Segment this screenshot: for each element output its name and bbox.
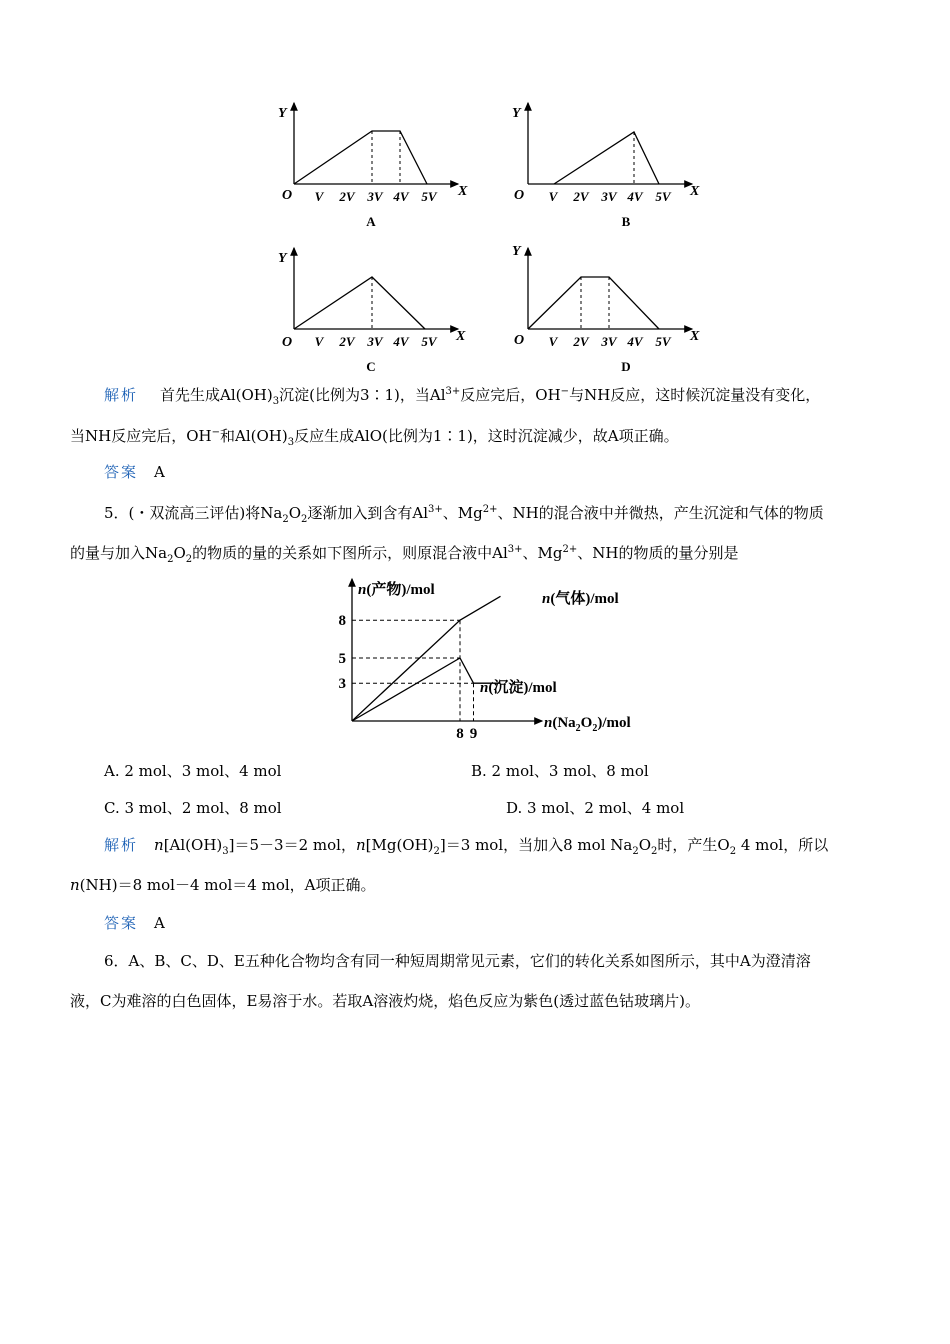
text-run: n (154, 836, 164, 854)
q5-stem-line1 (104, 499, 824, 531)
q5-chart (330, 573, 660, 743)
subscript: 3 (287, 437, 295, 448)
graph-A-tick: 4V (393, 189, 409, 204)
text-run: 沉淀(比例为3∶1)，当Al (279, 386, 446, 404)
subscript: 2 (185, 554, 193, 565)
superscript: 2+ (482, 504, 498, 515)
superscript: 3+ (507, 544, 523, 555)
text-run: 反应完后，OH (460, 386, 561, 404)
text-run: 的物质的量的关系如下图所示，则原混合液中Al (192, 544, 508, 562)
text-run: O (638, 836, 652, 854)
solution-label: 解析 (104, 836, 139, 854)
subscript: 2 (632, 846, 639, 857)
q5-y-label: n(产物)/mol (358, 582, 435, 598)
text-run: n (70, 876, 80, 894)
answer-value: A (154, 914, 165, 932)
q4-solution-line2 (70, 422, 679, 454)
graph-B-curve (554, 132, 659, 184)
graph-D-tick: 5V (655, 334, 671, 349)
q5-x-tick: 8 (456, 726, 464, 742)
q5-solution-line1 (104, 834, 828, 863)
text-run: O (173, 544, 186, 562)
graph-A-caption: A (366, 214, 376, 229)
q5-option-C[interactable]: C. 3 mol、2 mol、8 mol (104, 799, 282, 817)
q5-option-A[interactable]: A. 2 mol、3 mol、4 mol (104, 762, 282, 780)
q5-y-tick: 5 (338, 651, 346, 667)
graph-A-x-label: X (458, 184, 468, 199)
q5-series-line-1 (352, 658, 501, 721)
graph-C-tick: 2V (339, 334, 355, 349)
q5-y-tick: 3 (338, 676, 346, 693)
text-run: 、NH的混合液中并微热，产生沉淀和气体的物质 (497, 504, 824, 522)
graph-C-caption: C (366, 359, 376, 374)
q4-solution-line1 (104, 381, 820, 413)
graph-A-tick: 3V (367, 189, 383, 204)
text-run: [Al(OH) (163, 836, 223, 854)
graph-A-tick: 2V (339, 189, 355, 204)
q5-guides (352, 620, 474, 721)
q5-stem-line2 (70, 539, 738, 571)
q5-series-line-0 (352, 596, 501, 721)
q5-y-tick: 8 (338, 613, 346, 630)
superscript: 3+ (445, 386, 461, 397)
graph-B (512, 103, 700, 229)
text-run: 与NH反应，这时候沉淀量没有变化， (569, 386, 821, 404)
subscript: 2 (651, 846, 658, 857)
graph-D-tick: 3V (601, 334, 617, 349)
subscript: 3 (222, 846, 229, 857)
graph-C (278, 248, 466, 374)
superscript: 2+ (562, 544, 578, 555)
graph-B-tick: V (548, 189, 558, 204)
answer-label: 答案 (104, 463, 139, 481)
graph-C-y-label: Y (278, 251, 287, 266)
graph-C-tick: 4V (393, 334, 409, 349)
text-run: (NH)＝8 mol－4 mol＝4 mol，A项正确。 (79, 876, 376, 894)
graph-D-tick: 4V (627, 334, 643, 349)
text-run: 反应生成AlO(比例为1∶1)，这时沉淀减少，故A项正确。 (294, 427, 679, 445)
text-run: n (355, 836, 366, 854)
q5-series-gas-label: n(气体)/mol (542, 591, 619, 607)
subscript: 3 (272, 396, 280, 407)
q6-stem-line1: 6．A、B、C、D、E五种化合物均含有同一种短周期常见元素，它们的转化关系如图所示，其中A为澄清溶 (104, 952, 811, 970)
graph-C-x-label: X (456, 329, 466, 344)
text-run: 、Mg (442, 504, 483, 522)
text-run: 4 mol，所以 (736, 836, 829, 854)
q5-answer (104, 912, 165, 934)
q4-graph-grid (270, 95, 710, 380)
graph-B-origin: O (514, 188, 525, 203)
q4-answer (104, 461, 165, 483)
graph-C-tick: 3V (367, 334, 383, 349)
q5-solution-line2 (70, 874, 376, 896)
graph-C-tick: 5V (421, 334, 437, 349)
superscript: − (560, 386, 570, 397)
q5-option-B[interactable]: B. 2 mol、3 mol、8 mol (471, 762, 649, 780)
graph-A (278, 103, 468, 229)
text-run: 首先生成Al(OH) (160, 386, 273, 404)
graph-B-tick: 2V (573, 189, 589, 204)
subscript: 2 (729, 846, 737, 857)
graph-A-curve (294, 131, 427, 184)
text-run: 5．(・双流高三评估)将Na (104, 504, 283, 522)
graph-D-x-label: X (690, 329, 700, 344)
q5-ticks (339, 613, 478, 742)
graph-D-tick: V (548, 334, 558, 349)
solution-label: 解析 (104, 386, 139, 404)
graph-D-caption: D (621, 359, 631, 374)
text-run: O (288, 504, 302, 522)
subscript: 2 (433, 846, 440, 857)
subscript: 2 (282, 514, 289, 525)
graph-A-tick: 5V (421, 189, 437, 204)
superscript: − (211, 427, 220, 438)
text-run: ]＝3 mol，当加入8 mol Na (439, 836, 633, 854)
graph-D (512, 244, 700, 374)
graph-C-tick: V (314, 334, 324, 349)
graph-B-tick: 4V (627, 189, 643, 204)
q5-option-D[interactable]: D. 3 mol、2 mol、4 mol (506, 799, 685, 817)
q6-stem-line2: 液，C为难溶的白色固体，E易溶于水。若取A溶液灼烧，焰色反应为紫色(透过蓝色钴玻璃片)。 (70, 992, 700, 1010)
graph-D-tick: 2V (573, 334, 589, 349)
graph-C-curve (294, 277, 425, 329)
text-run: 、Mg (522, 544, 563, 562)
graph-D-y-label: Y (512, 244, 521, 259)
graph-B-y-label: Y (512, 106, 521, 121)
q5-series-precip-label: n(沉淀)/mol (480, 680, 557, 696)
graph-B-tick: 3V (601, 189, 617, 204)
text-run: 逐渐加入到含有Al (307, 504, 429, 522)
q5-series (352, 596, 501, 721)
text-run: 和Al(OH) (219, 427, 288, 445)
subscript: 2 (167, 554, 174, 565)
graph-D-curve (528, 277, 659, 329)
text-run: [Mg(OH) (365, 836, 434, 854)
text-run: 当NH反应完后，OH (70, 427, 212, 445)
text-run: 时，产生O (657, 836, 730, 854)
text-run: 、NH的物质的量分别是 (577, 544, 739, 562)
q5-x-tick: 9 (469, 726, 478, 742)
graph-B-caption: B (621, 214, 631, 229)
q5-x-label: $n(Na_2O_2)$/mol (544, 715, 631, 734)
graph-D-origin: O (514, 333, 525, 348)
text-run: ]＝5－3＝2 mol， (228, 836, 356, 854)
graph-B-x-label: X (690, 184, 700, 199)
text-run: 的量与加入Na (70, 544, 168, 562)
superscript: 3+ (428, 504, 443, 515)
answer-label: 答案 (104, 914, 139, 932)
subscript: 2 (301, 514, 308, 525)
graph-B-tick: 5V (655, 189, 671, 204)
answer-value: A (154, 463, 165, 481)
graph-C-origin: O (282, 335, 293, 350)
graph-A-origin: O (282, 188, 293, 203)
graph-A-tick: V (314, 189, 324, 204)
graph-A-y-label: Y (278, 106, 287, 121)
